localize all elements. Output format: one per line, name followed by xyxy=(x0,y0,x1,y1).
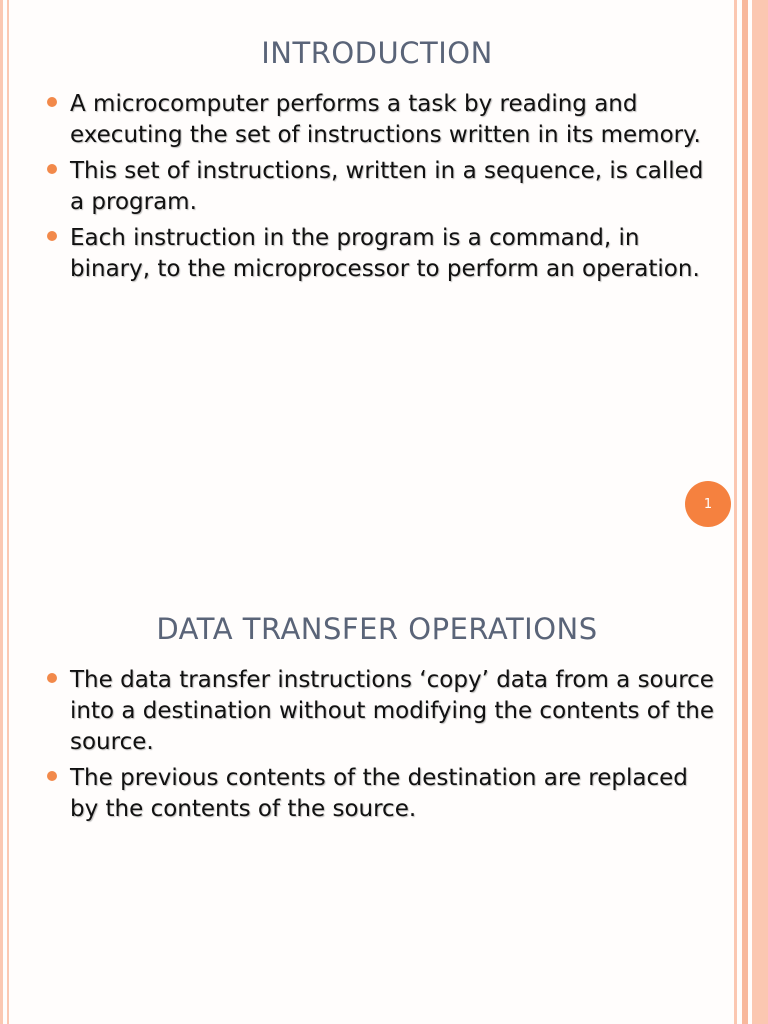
bullet-text: The data transfer instructions ‘copy’ data from a source into a destination without modifying the contents of the source. xyxy=(70,667,715,755)
left-border-outer xyxy=(0,0,3,1024)
bullet-text: The previous contents of the destination are replaced by the contents of the source. xyxy=(70,765,688,822)
right-border-stripe-3 xyxy=(752,0,768,1024)
right-border-stripe-1 xyxy=(734,0,737,1024)
left-border-inner xyxy=(7,0,9,1024)
bullet-text: This set of instructions, written in a sequence, is called a program. xyxy=(70,158,704,215)
bullet-text: A microcomputer performs a task by reading and executing the set of instructions written in its memory. xyxy=(70,91,701,148)
bullet-dot-icon xyxy=(47,231,57,241)
list-item xyxy=(46,665,716,758)
bullet-dot-icon xyxy=(47,97,57,107)
list-item xyxy=(46,89,716,151)
right-border-stripe-2 xyxy=(742,0,748,1024)
list-item xyxy=(46,156,716,218)
bullet-dot-icon xyxy=(47,771,57,781)
bullet-dot-icon xyxy=(47,673,57,683)
list-item xyxy=(46,223,716,285)
page-number-badge: 1 xyxy=(685,481,731,527)
list-item xyxy=(46,763,716,825)
slide-title-introduction: INTRODUCTION xyxy=(261,36,493,70)
slide-title-data-transfer: DATA TRANSFER OPERATIONS xyxy=(156,612,598,646)
bullet-dot-icon xyxy=(47,164,57,174)
bullet-list-introduction xyxy=(46,89,716,290)
bullet-list-data-transfer xyxy=(46,665,716,830)
bullet-text: Each instruction in the program is a command, in binary, to the microprocessor to perform an operation. xyxy=(70,225,700,282)
